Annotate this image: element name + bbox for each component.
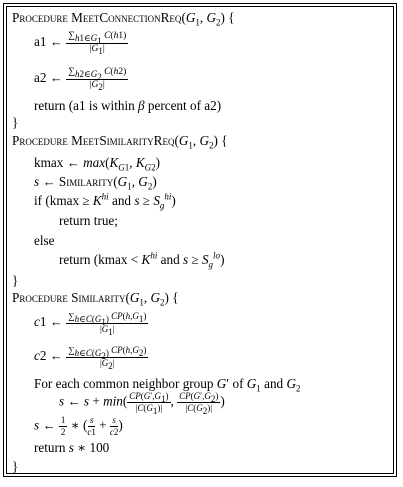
proc3-c1-line: c1 ← $\frac{\sum_{h\in C(G_1)} CP(h,G_1)}{|G_1|}$ [34,311,147,337]
proc2-if-line: if ($kmax \ge K^{hi}$ and $s \ge S_g^{hi}$) [34,191,176,211]
proc3-close: } [12,459,19,474]
proc2-return-true: return true; [59,213,118,228]
proc1-header: Procedure $MeetConnectionReq(G_1$, $G_2$) { [12,10,235,28]
proc3-s-avg-line: s ← $\frac{1}{2}$ ∗ ( $\frac{s}{c1}$ + $\frac{s}{c2}$ ) [34,415,123,437]
proc1-a2-line: a2 ← $\frac{\sum_{h2\in G_2} C(h2)}{|G_2|}$ [34,67,127,92]
proc2-kmax-line: kmax ← $\max(K_{G1}$, $K_{G2}$) [34,155,161,173]
proc3-header: Procedure $Similarity(G_1$, $G_2$) { [12,290,179,308]
algorithm-box [3,3,397,477]
proc3-s-sum-line: s ← s + min( $\frac{CP(G',G_1)}{|C(G_1)|}$ , $\frac{CP(G',G_2)}{|C(G_2)|}$ ) [59,391,225,416]
proc2-close: } [12,273,19,288]
proc1-a1-line: a1 ← $\frac{\sum_{h1\in G_1} C(h1)}{|G_1|}$ [34,31,127,56]
proc2-return-lo: return ($kmax < K^{hi}$ and $s \ge S_g^{lo}$) [59,250,225,270]
proc2-else: else [34,233,55,248]
proc1-close: } [12,115,19,130]
proc1-return: return (a1 is within β percent of a2) [34,98,222,113]
proc3-for-line: For each common neighbor group G′ of $G_1$ and $G_2$ [34,376,301,394]
proc3-c2-line: c2 ← $\frac{\sum_{h\in C(G_2)} CP(h,G_2)}{|G_2|}$ [34,345,147,371]
proc3-return: return s ∗ 100 [34,440,110,455]
proc2-s-line: s ← $Similarity(G_1$, $G_2$) [34,174,157,192]
proc2-header: Procedure $MeetSimilarityReq(G_1$, $G_2$) { [12,133,228,151]
